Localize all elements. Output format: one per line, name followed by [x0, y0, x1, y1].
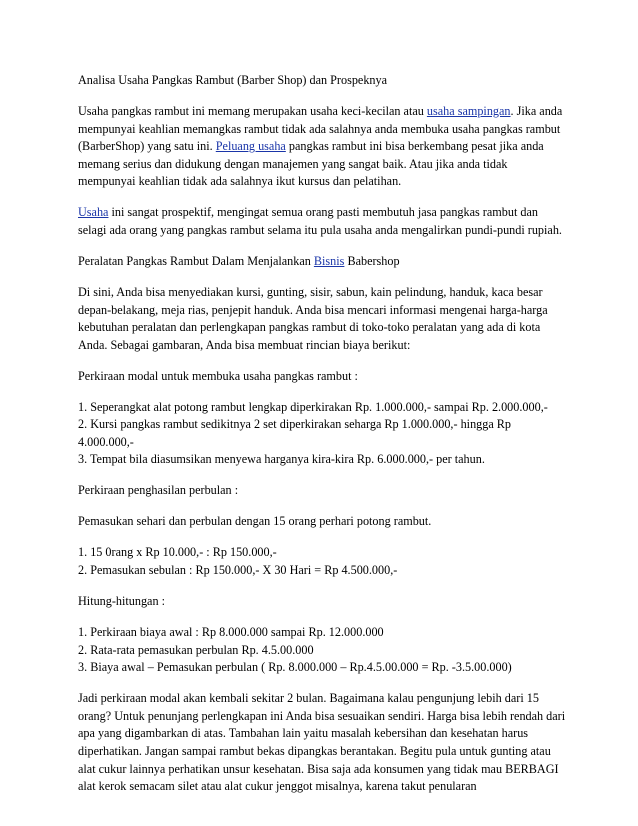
equipment-paragraph: Di sini, Anda bisa menyediakan kursi, gunting, sisir, sabun, kain pelindung, handuk, kaca besar depan-belakang, meja rias, penjepit handuk. Anda bisa mencari informasi mengenai harga-harga kebutuhan peralatan dan perlengkapan pangkas rambut di toko-toko peralatan yang ada di kota Anda. Sebagai gambaran, Anda bisa membuat rincian biaya berikut: [78, 284, 548, 352]
equipment-heading-text-a: Peralatan Pangkas Rambut Dalam Menjalankan [78, 253, 314, 268]
intro-text-b: . Jika anda mempunyai keahlian memangkas rambut tidak ada salahnya anda membuka usaha pangkas rambut (BarberShop) yang satu ini. [78, 103, 563, 154]
calculation-item-1: 1. Perkiraan biaya awal : Rp 8.000.000 sampai Rp. 12.000.000 [78, 624, 384, 639]
conclusion-paragraph: Jadi perkiraan modal akan kembali sekitar 2 bulan. Bagaimana kalau pengunjung lebih dari 15 orang? Untuk penunjang perlengkapan ini Anda bisa sesuaikan sendiri. Harga bisa lebih rendah dari apa yang digambarkan di atas. Tambahan lain yaitu masalah kebersihan dan kesehatan harus diperhatikan. Jangan sampai rambut bekas dipangkas berantakan. Begitu pula untuk gunting atau alat cukur lainnya perhatikan unsur kesehatan. Bisa saja ada konsumen yang tidak mau BERBAGI alat kerok semacam silet atau alat cukur jenggot misalnya, karena takut penularan [78, 691, 566, 794]
intro-text-a: Usaha pangkas rambut ini memang merupakan usaha keci-kecilan atau [78, 103, 427, 118]
income-heading: Perkiraan penghasilan perbulan : [78, 483, 239, 498]
income-intro: Pemasukan sehari dan perbulan dengan 15 orang perhari potong rambut. [78, 514, 432, 529]
capital-heading: Perkiraan modal untuk membuka usaha pangkas rambut : [78, 368, 358, 383]
intro-paragraph [78, 103, 566, 191]
equipment-heading [78, 253, 566, 271]
calculation-item-2: 2. Rata-rata pemasukan perbulan Rp. 4.5.00.000 [78, 642, 314, 657]
link-peluang-usaha[interactable]: Peluang usaha [215, 139, 286, 154]
calculation-heading: Hitung-hitungan : [78, 593, 165, 608]
calculation-item-3: 3. Biaya awal – Pemasukan perbulan ( Rp. 8.000.000 – Rp.4.5.00.000 = Rp. -3.5.00.000) [78, 660, 512, 675]
capital-list [78, 399, 566, 469]
income-list [78, 544, 566, 579]
link-usaha-sampingan[interactable]: usaha sampingan [426, 103, 511, 118]
link-bisnis[interactable]: Bisnis [313, 253, 345, 268]
calculation-list [78, 624, 566, 677]
prospect-text: ini sangat prospektif, mengingat semua orang pasti membutuh jasa pangkas rambut dan selagi ada orang yang pangkas rambut selama itu pula usaha anda mengalirkan pundi-pundi rupiah. [78, 205, 562, 237]
capital-item-1: 1. Seperangkat alat potong rambut lengkap diperkirakan Rp. 1.000.000,- sampai Rp. 2.000.000,- [78, 399, 548, 414]
income-item-1: 1. 15 0rang x Rp 10.000,- : Rp 150.000,- [78, 545, 277, 560]
intro-text-c: pangkas rambut ini bisa berkembang pesat jika anda memang serius dan didukung dengan manajemen yang sangat baik. Atau jika anda tidak mempunyai keahlian tidak ada salahnya ikut kursus dan pelatihan. [78, 139, 544, 189]
link-usaha[interactable]: Usaha [78, 205, 109, 220]
document-body [78, 72, 566, 809]
capital-item-2: 2. Kursi pangkas rambut sedikitnya 2 set diperkirakan seharga Rp 1.000.000,- hingga Rp 4.000.000,- [78, 417, 512, 449]
article-title: Analisa Usaha Pangkas Rambut (Barber Shop) dan Prospeknya [78, 73, 388, 87]
prospect-paragraph [78, 204, 566, 239]
capital-item-3: 3. Tempat bila diasumsikan menyewa harganya kira-kira Rp. 6.000.000,- per tahun. [78, 452, 485, 467]
income-item-2: 2. Pemasukan sebulan : Rp 150.000,- X 30 Hari = Rp 4.500.000,- [78, 562, 398, 577]
equipment-heading-text-b: Babershop [344, 253, 400, 268]
